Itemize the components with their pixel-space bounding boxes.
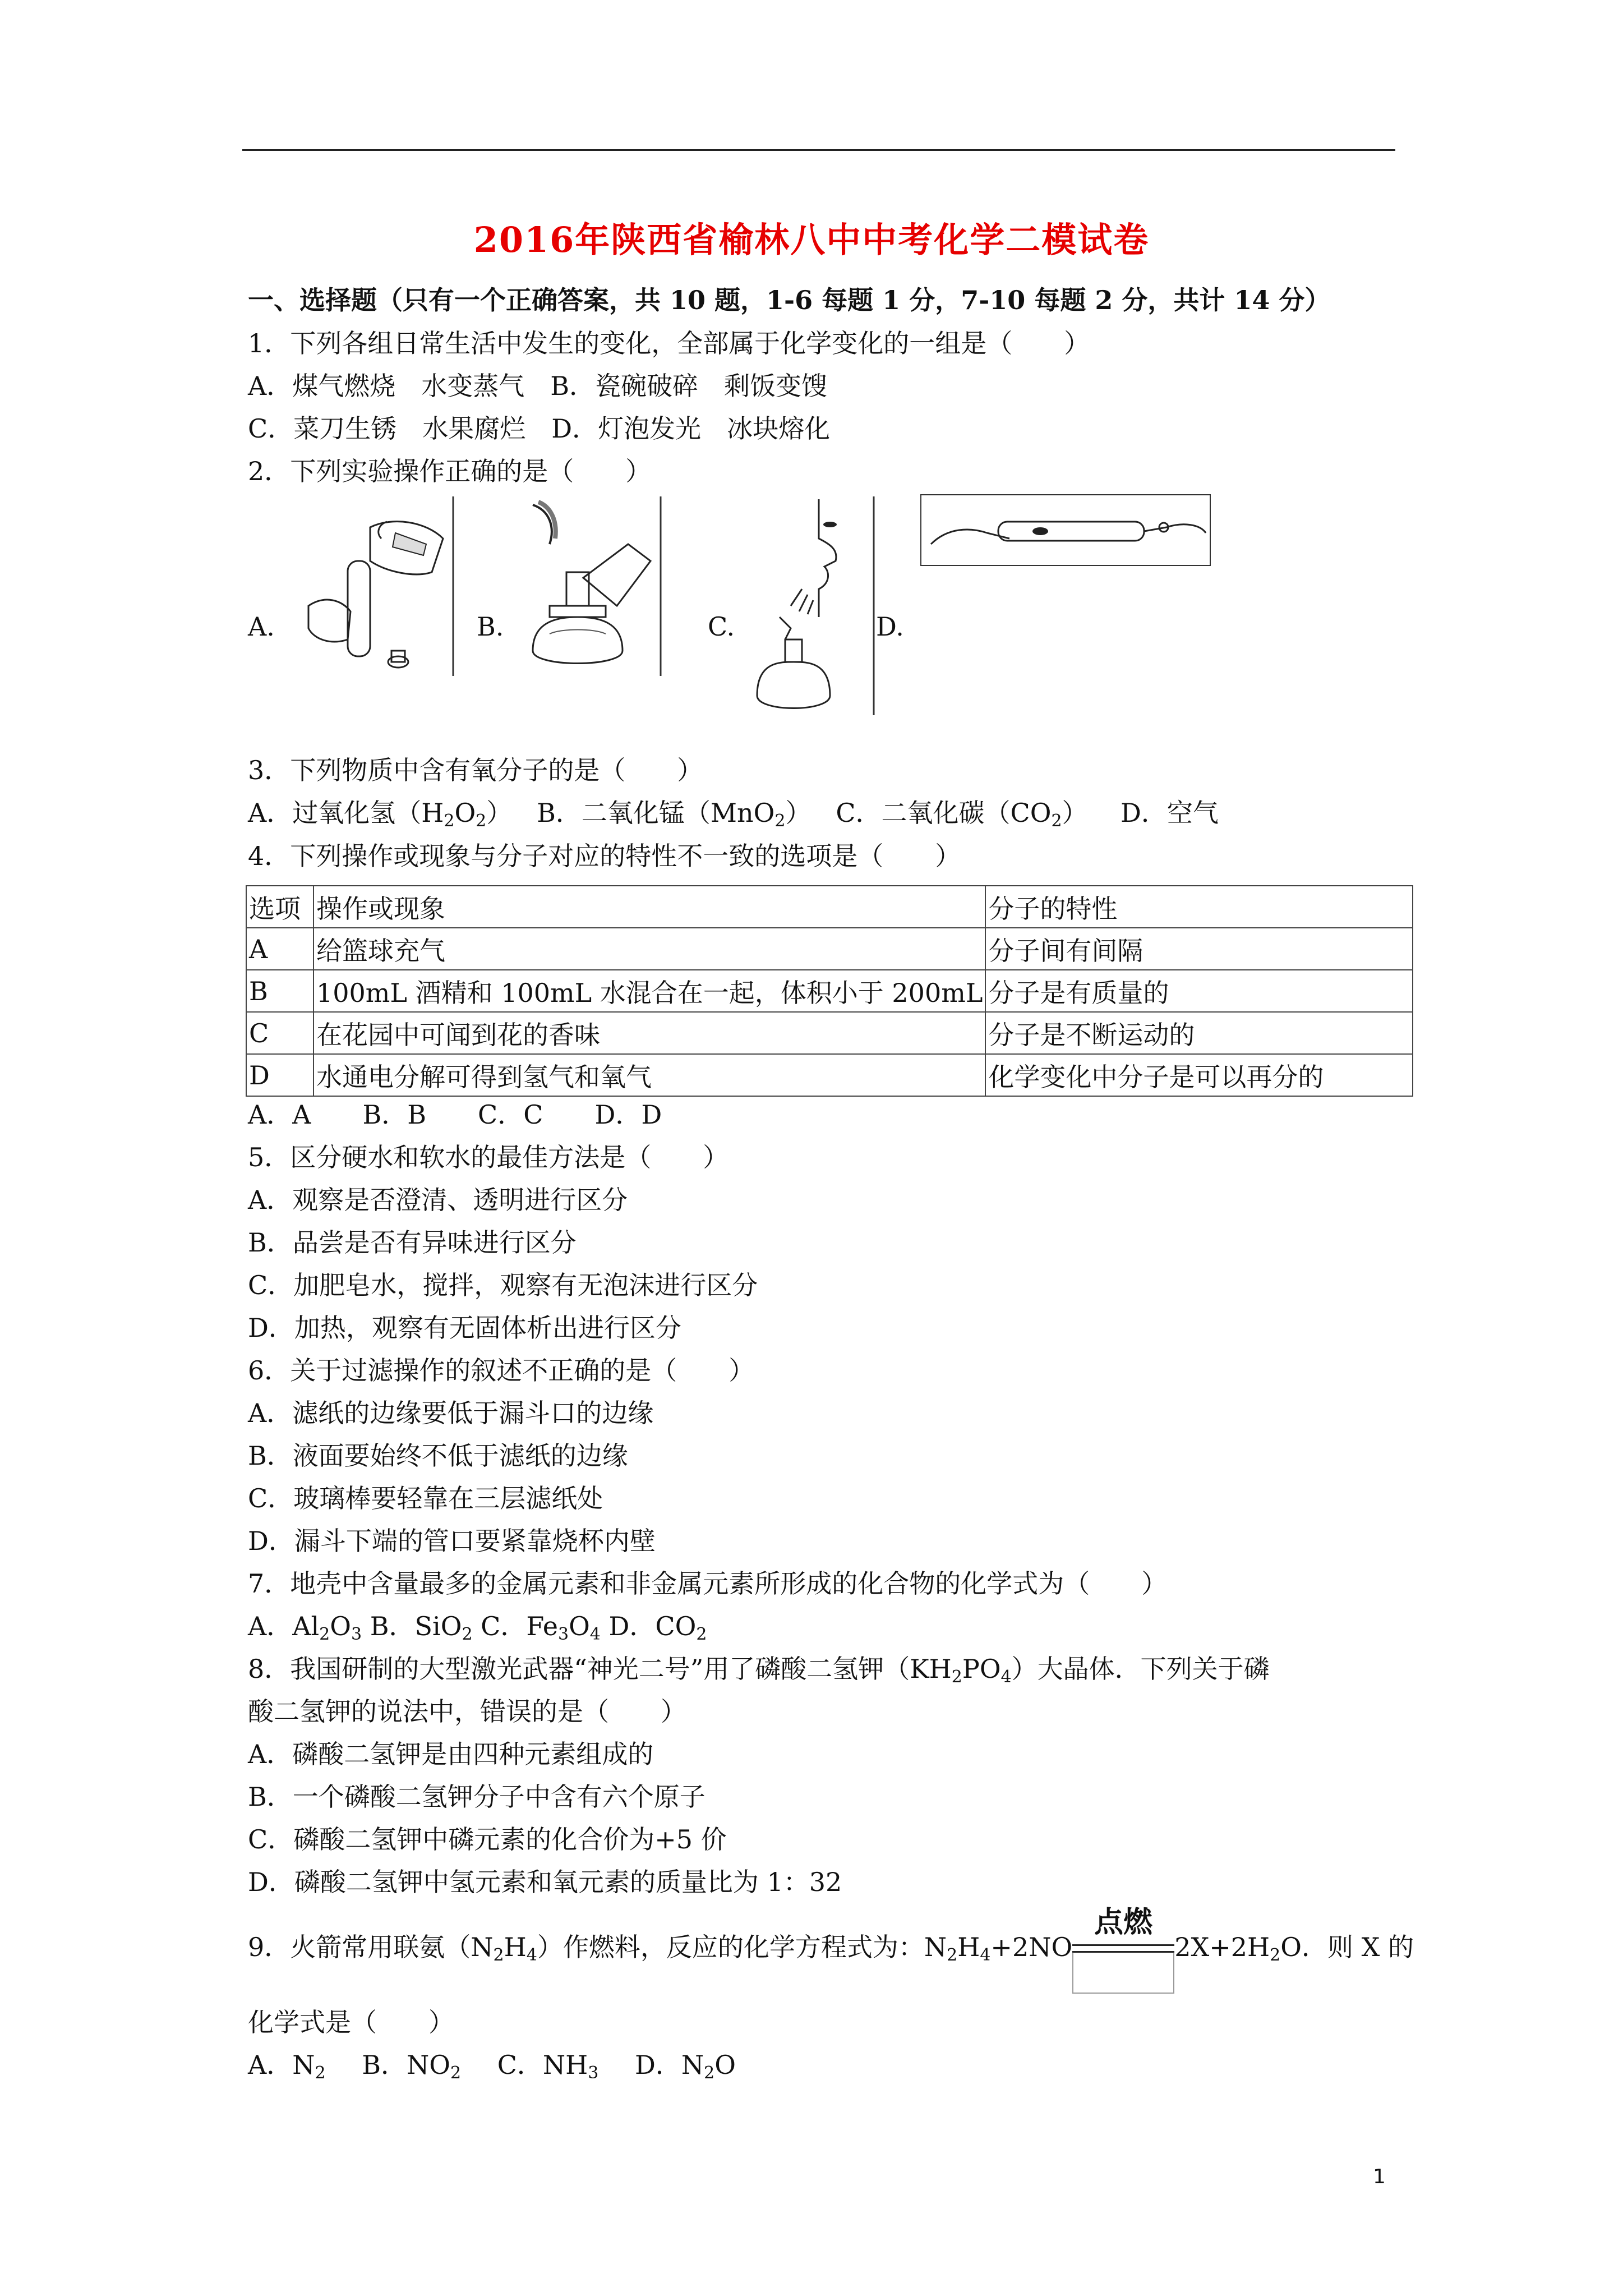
table-cell: 水通电分解可得到氢气和氧气: [313, 1054, 985, 1096]
q1-options-cd: C．菜刀生锈 水果腐烂 D．灯泡发光 冰块熔化: [248, 413, 831, 444]
q6-option-c: C．玻璃棒要轻靠在三层滤纸处: [248, 1483, 603, 1513]
q2-option-a-label: A.: [248, 611, 275, 642]
q1-options-ab: A．煤气燃烧 水变蒸气 B．瓷碗破碎 剩饭变馊: [248, 371, 828, 401]
table-header-row: [246, 886, 1413, 928]
q9-options: [248, 2048, 764, 2082]
q8-option-a: A．磷酸二氢钾是由四种元素组成的: [248, 1739, 654, 1769]
q6-stem: 6．关于过滤操作的叙述不正确的是（ ）: [248, 1355, 755, 1386]
table-header-cell: 操作或现象: [313, 886, 985, 928]
q7-option-d: D．$CO_2$: [608, 1611, 707, 1644]
q2-option-b-label: B.: [477, 611, 504, 642]
box-left: [1072, 1953, 1073, 1994]
equals-line-bottom: [1072, 1951, 1174, 1953]
equals-line-top: [1072, 1944, 1174, 1946]
table-row: [246, 1054, 1413, 1096]
q7-option-b: B．SiO$_2$: [370, 1611, 473, 1644]
q8-option-d: D．磷酸二氢钾中氢元素和氧元素的质量比为 1：32: [248, 1867, 842, 1897]
q2-image-d: [920, 494, 1211, 567]
table-cell: 分子是不断运动的: [985, 1012, 1413, 1054]
q2-option-d-label: D.: [876, 611, 904, 642]
q3-stem: 3．下列物质中含有氧分子的是（ ）: [248, 755, 703, 785]
q8-stem-line1: 8．我国研制的大型激光武器“神光二号”用了磷酸二氢钾$(KH_2PO_4)$大晶体．下列关于磷: [248, 1654, 1270, 1687]
q9-option-b: B．$NO_2$: [362, 2050, 462, 2083]
table-cell: 给篮球充气: [313, 928, 985, 970]
q6-option-d: D．漏斗下端的管口要紧靠烧杯内壁: [248, 1526, 656, 1556]
table-row: [246, 928, 1413, 970]
table-cell: 分子间有间隔: [985, 928, 1413, 970]
q5-option-b: B．品尝是否有异味进行区分: [248, 1227, 577, 1258]
box-bottom: [1072, 1993, 1174, 1994]
q9-option-a: A．$N_2$: [248, 2050, 326, 2083]
table-cell: A: [246, 928, 313, 970]
table-header-cell: 分子的特性: [985, 886, 1413, 928]
q8-option-c: C．磷酸二氢钾中磷元素的化合价为+5 价: [248, 1824, 727, 1855]
q8-option-b: B．一个磷酸二氢钾分子中含有六个原子: [248, 1782, 706, 1812]
q6-option-b: B．液面要始终不低于滤纸的边缘: [248, 1441, 628, 1471]
q9-option-c: C．$NH_3$: [497, 2050, 599, 2083]
q4-stem: 4．下列操作或现象与分子对应的特性不一致的选项是（ ）: [248, 841, 961, 871]
header-rule: [242, 149, 1395, 151]
table-cell: 100mL 酒精和 100mL 水混合在一起，体积小于 200mL: [313, 970, 985, 1012]
reaction-condition-label: 点燃: [1094, 1906, 1152, 1939]
table-cell: C: [246, 1012, 313, 1054]
q2-stem: 2．下列实验操作正确的是（ ）: [248, 456, 652, 486]
q5-option-a: A．观察是否澄清、透明进行区分: [248, 1185, 628, 1215]
page-number: 1: [1373, 2165, 1386, 2188]
q3-option-a: A．过氧化氢$(H_2O_2)$: [248, 798, 513, 831]
q2-option-c-label: C.: [708, 611, 735, 642]
q7-option-a: A．$Al_2O_3$: [248, 1611, 362, 1644]
q3-option-c: C．二氧化碳$(CO_2)$: [836, 798, 1088, 831]
q5-option-d: D．加热，观察有无固体析出进行区分: [248, 1313, 681, 1343]
table-row: [246, 970, 1413, 1012]
q1-stem: 1．下列各组日常生活中发生的变化，全部属于化学变化的一组是（ ）: [248, 328, 1090, 358]
q2-image-c: [746, 494, 875, 718]
q4-options: A．A B．B C．C D．D: [248, 1099, 662, 1130]
q9-option-d: D．$N_2O$: [634, 2050, 736, 2083]
q3-option-d: D．空气: [1121, 798, 1219, 828]
q8-stem-line2: 酸二氢钾的说法中，错误的是（ ）: [248, 1696, 686, 1727]
table-cell: B: [246, 970, 313, 1012]
q3-option-b: B．二氧化锰（MnO$_2$）: [537, 798, 811, 831]
page-title: 2016年陕西省榆林八中中考化学二模试卷: [473, 219, 1150, 260]
table-cell: 在花园中可闻到花的香味: [313, 1012, 985, 1054]
q7-options: [248, 1609, 707, 1643]
q6-option-a: A．滤纸的边缘要低于漏斗口的边缘: [248, 1398, 654, 1428]
table-cell: 化学变化中分子是可以再分的: [985, 1054, 1413, 1096]
q2-image-b: [516, 494, 662, 679]
q4-table: [246, 885, 1413, 1097]
q9-stem-line2: 化学式是（ ）: [248, 2007, 454, 2037]
table-cell: D: [246, 1054, 313, 1096]
q9-stem-line1: 9．火箭常用联氨$(N_2H_4)$作燃料，反应的化学方程式为：$N_2H_4+2NO$ $2X+2H_2O$．则 X 的: [248, 1932, 1414, 1965]
reaction-condition: [1072, 1905, 1174, 1995]
q2-image-a: [286, 494, 454, 679]
q7-stem: 7．地壳中含量最多的金属元素和非金属元素所形成的化合物的化学式为（ ）: [248, 1568, 1168, 1599]
box-right: [1173, 1953, 1174, 1994]
q5-option-c: C．加肥皂水，搅拌，观察有无泡沫进行区分: [248, 1270, 758, 1300]
table-row: [246, 1012, 1413, 1054]
section-heading: 一、选择题（只有一个正确答案，共 10 题，1-6 每题 1 分，7-10 每题 2 分，共计 14 分）: [248, 285, 1331, 315]
q5-stem: 5．区分硬水和软水的最佳方法是（ ）: [248, 1142, 729, 1172]
table-header-cell: 选项: [246, 886, 313, 928]
table-cell: 分子是有质量的: [985, 970, 1413, 1012]
q7-option-c: C．$Fe_3O_4$: [481, 1611, 601, 1644]
q3-options: [248, 796, 1219, 830]
